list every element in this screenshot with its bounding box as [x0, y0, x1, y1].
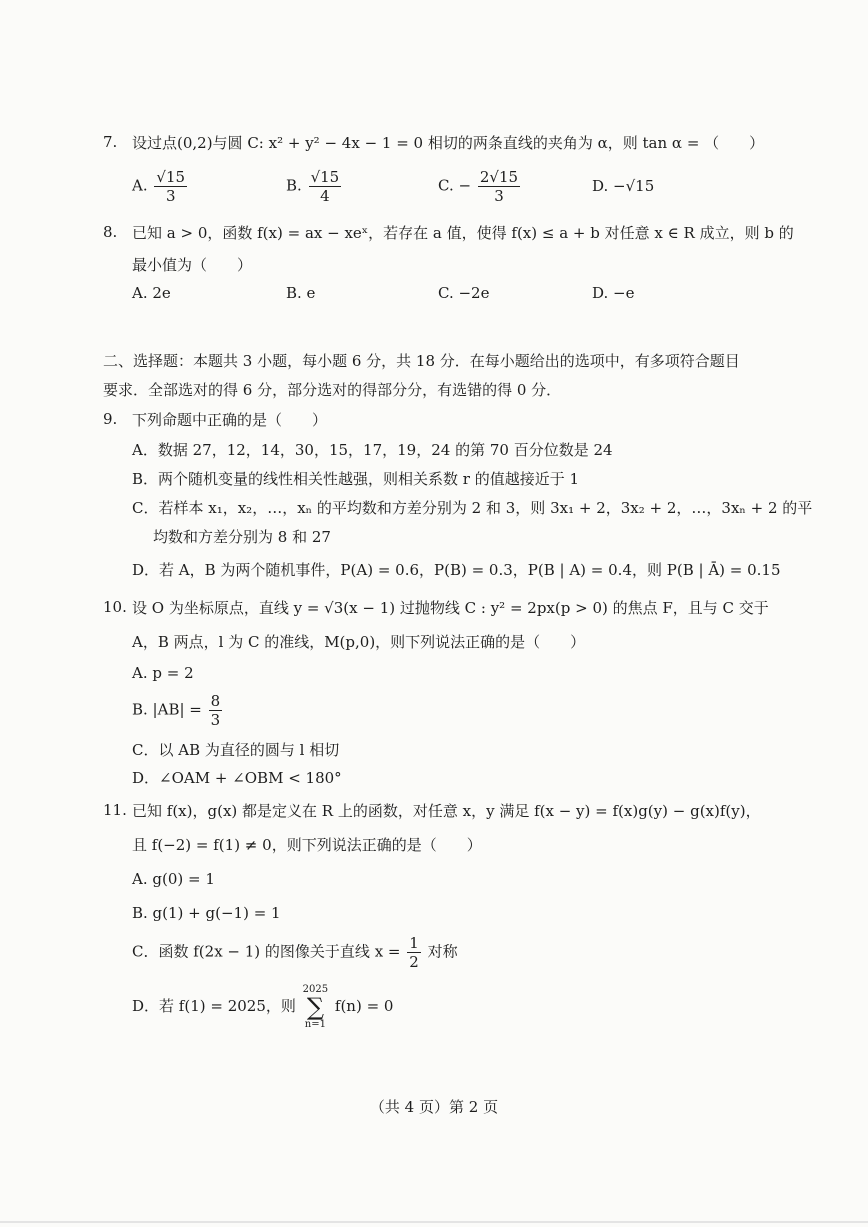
sum-upper-limit: 2025	[302, 984, 329, 995]
option-label: B.	[286, 176, 302, 195]
bottom-border	[0, 1221, 868, 1223]
option-text-suffix: f(n) = 0	[334, 997, 394, 1015]
sigma-symbol: ∑	[306, 993, 324, 1021]
fraction	[407, 934, 421, 971]
q10-stem-line2: A，B 两点，l 为 C 的准线，M(p,0)，则下列说法正确的是（ ）	[132, 633, 586, 651]
page-footer: （共 4 页）第 2 页	[369, 1098, 499, 1116]
q9-number: 9.	[103, 410, 118, 428]
summation	[303, 984, 328, 1030]
q9-stem: 下列命题中正确的是（ ）	[132, 411, 328, 429]
numerator: 8	[210, 692, 221, 710]
q11-option-c	[132, 934, 458, 971]
denominator: 3	[494, 187, 504, 205]
q11-option-d	[132, 984, 393, 1030]
option-text: D．若 f(1) = 2025，则	[132, 997, 296, 1015]
q11-stem-line2: 且 f(−2) = f(1) ≠ 0，则下列说法正确的是（ ）	[132, 836, 482, 854]
fraction	[154, 168, 187, 205]
q10-stem-line1: 设 O 为坐标原点，直线 y = √3(x − 1) 过抛物线 C : y² = 2px(p > 0) 的焦点 F，且与 C 交于	[132, 599, 769, 617]
q10-option-b	[132, 692, 224, 729]
q11-number: 11.	[103, 801, 127, 819]
q8-option-a: A. 2e	[132, 284, 171, 302]
q7-option-d	[592, 177, 654, 195]
q8-option-b: B. e	[286, 284, 316, 302]
numerator: 2√15	[479, 168, 519, 186]
minus-sign: −	[458, 176, 472, 195]
option-label: A.	[132, 176, 148, 195]
denominator: 3	[165, 187, 176, 205]
option-text: C．函数 f(2x − 1) 的图像关于直线 x =	[132, 942, 401, 961]
q10-option-c: C．以 AB 为直径的圆与 l 相切	[132, 741, 340, 759]
q7-stem: 设过点(0,2)与圆 C: x² + y² − 4x − 1 = 0 相切的两条直线的夹角为 α，则 tan α = （ ）	[132, 134, 765, 152]
q11-stem-line1: 已知 f(x)，g(x) 都是定义在 R 上的函数，对任意 x，y 满足 f(x − y) = f(x)g(y) − g(x)f(y)，	[132, 802, 761, 820]
numerator: 1	[409, 934, 419, 952]
q9-option-c-line1: C．若样本 x₁，x₂，…，xₙ 的平均数和方差分别为 2 和 3，则 3x₁ + 2，3x₂ + 2，…，3xₙ + 2 的平	[132, 499, 813, 517]
option-text-suffix: 对称	[427, 942, 458, 961]
q8-option-d: D. −e	[592, 284, 635, 302]
q9-option-d: D．若 A，B 为两个随机事件，P(A) = 0.6，P(B) = 0.3，P(B | A) = 0.4，则 P(B | Ā) = 0.15	[132, 561, 781, 579]
section-2-heading-line2: 要求．全部选对的得 6 分，部分选对的得部分分，有选错的得 0 分．	[103, 381, 562, 399]
denominator: 4	[320, 187, 330, 205]
q10-number: 10.	[103, 598, 127, 616]
numerator: √15	[156, 168, 186, 186]
q8-number: 8.	[103, 223, 118, 241]
q8-stem-line1: 已知 a > 0，函数 f(x) = ax − xeˣ，若存在 a 值，使得 f(x) ≤ a + b 对任意 x ∈ R 成立，则 b 的	[132, 224, 794, 242]
section-2-heading-line1: 二、选择题：本题共 3 小题，每小题 6 分，共 18 分．在每小题给出的选项中，有多项符合题目	[103, 352, 740, 370]
option-text: B. |AB| =	[132, 700, 202, 719]
q11-option-b: B. g(1) + g(−1) = 1	[132, 904, 281, 922]
q10-option-a: A. p = 2	[132, 664, 194, 682]
numerator: √15	[310, 168, 340, 186]
q9-option-c-line2: 均数和方差分别为 8 和 27	[153, 528, 331, 546]
q7-option-a	[132, 168, 189, 205]
sum-lower-limit: n=1	[304, 1019, 326, 1030]
q8-stem-line2: 最小值为（ ）	[132, 256, 253, 274]
option-label: D.	[592, 177, 609, 195]
q9-option-b: B．两个随机变量的线性相关性越强，则相关系数 r 的值越接近于 1	[132, 470, 580, 488]
q7-option-b	[286, 168, 343, 205]
fraction	[478, 168, 520, 205]
q7-option-c	[438, 168, 522, 205]
option-label: C.	[438, 176, 454, 195]
q10-option-d: D．∠OAM + ∠OBM < 180°	[132, 769, 342, 787]
q8-option-c: C. −2e	[438, 284, 490, 302]
fraction	[309, 168, 342, 205]
fraction	[209, 692, 223, 729]
option-text: −√15	[613, 177, 655, 195]
denominator: 3	[210, 711, 221, 729]
q9-option-a: A．数据 27，12，14，30，15，17，19，24 的第 70 百分位数是 24	[132, 441, 613, 459]
q7-number: 7.	[103, 133, 118, 151]
q11-option-a: A. g(0) = 1	[132, 870, 215, 888]
denominator: 2	[409, 953, 419, 971]
